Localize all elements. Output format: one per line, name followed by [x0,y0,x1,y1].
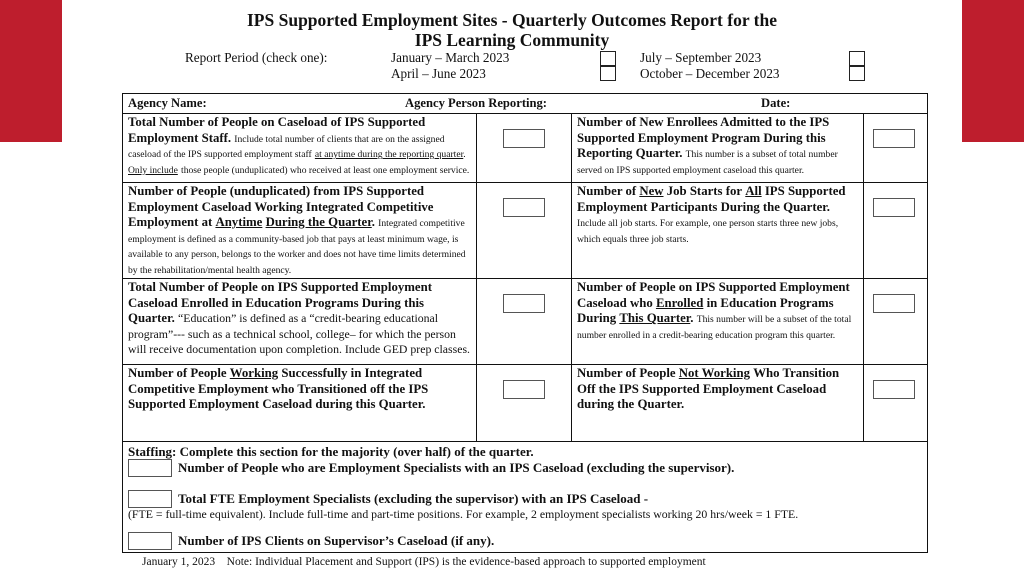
row-divider [123,278,927,279]
period-q2-label: April – June 2023 [391,66,486,81]
col-divider [571,113,572,441]
question-transition-working: Number of People Working Successfully in Integrated Competitive Employment who Transitioned off the IPS Supported Employment Caseload during this Quarter. [128,366,429,412]
period-q1-label: January – March 2023 [391,50,510,65]
period-q4-checkbox[interactable] [849,66,865,81]
answer-education-this-quarter[interactable] [873,294,915,313]
period-q1-checkbox[interactable] [600,51,616,66]
question-education-enrolled: Total Number of People on IPS Supported Employment Caseload Enrolled in Education Programs During this Quarter. “Education” is defined as a “credit-bearing educational program”--- such as a technical school, college– for which the person will receive documentation upon completion. Include GED prep classes. [128,280,471,357]
question-education-this-quarter: Number of People on IPS Supported Employment Caseload who Enrolled in Education Programs During This Quarter. This number will be a subset of the total number enrolled in a credit-bearing education program this quarter. [577,280,852,341]
date-label: Date: [761,96,791,110]
staffing-heading: Staffing: Complete this section for the majority (over half) of the quarter. [128,444,534,459]
period-q3-label: July – September 2023 [640,50,762,65]
answer-new-job-starts[interactable] [873,198,915,217]
answer-total-caseload[interactable] [503,129,545,148]
staffing-fte-input[interactable] [128,490,172,508]
outcomes-form-table [122,93,928,553]
staffing-supervisor-input[interactable] [128,532,172,550]
report-document [68,0,956,576]
question-people-working: Number of People (unduplicated) from IPS Supported Employment Caseload Working Integrated Competitive Employment at Anytime During the Quarter. Integrated competitive employment is defined as a community-based job that pays at least minimum wage, is available to any person, belongs to the worker and does not have time limits determined by the rehabilitation/mental health agency. [128,184,466,276]
row-divider [123,364,927,365]
document-footer [142,556,706,568]
question-new-enrollees: Number of New Enrollees Admitted to the IPS Supported Employment Program During this Reporting Quarter. This number is a subset of total number served on IPS supported employment caseload this quarter. [577,115,838,176]
report-period-label: Report Period (check one): [185,50,328,65]
answer-transition-not-working[interactable] [873,380,915,399]
title-line-1: IPS Supported Employment Sites - Quarterly Outcomes Report for the [247,10,777,30]
document-title [68,10,956,50]
agency-person-label: Agency Person Reporting: [405,96,548,110]
period-q2-checkbox[interactable] [600,66,616,81]
answer-education-enrolled[interactable] [503,294,545,313]
footer-date: January 1, 2023 [142,556,216,568]
staffing-supervisor-label: Number of IPS Clients on Supervisor’s Caseload (if any). [178,533,495,548]
answer-transition-working[interactable] [503,380,545,399]
row-divider [123,182,927,183]
answer-new-enrollees[interactable] [873,129,915,148]
footer-note: Note: Individual Placement and Support (IPS) is the evidence-based approach to supported employment [226,556,706,568]
period-q3-checkbox[interactable] [849,51,865,66]
staffing-fte-note: (FTE = full-time equivalent). Include full-time and part-time positions. For example, 2 employment specialists working 20 hrs/week = 1 FTE. [128,507,799,521]
question-new-job-starts: Number of New Job Starts for All IPS Supported Employment Participants During the Quarter. Include all job starts. For example, one person starts three new jobs, which equals three job starts. [577,184,846,245]
title-line-2: IPS Learning Community [414,30,610,50]
question-transition-not-working: Number of People Not Working Who Transition Off the IPS Supported Employment Caseload during the Quarter. [577,366,840,412]
staffing-fte-label: Total FTE Employment Specialists (excluding the supervisor) with an IPS Caseload - [178,491,649,506]
col-divider [476,113,477,441]
period-q4-label: October – December 2023 [640,66,780,81]
staffing-es-count-input[interactable] [128,459,172,477]
agency-name-label: Agency Name: [128,96,207,110]
left-red-bar [0,0,62,142]
row-divider [123,441,927,442]
answer-people-working[interactable] [503,198,545,217]
row-divider [123,113,927,114]
staffing-es-count-label: Number of People who are Employment Specialists with an IPS Caseload (excluding the supervisor). [178,460,735,475]
question-total-caseload: Total Number of People on Caseload of IPS Supported Employment Staff. Include total number of clients that are on the assigned caseload of the IPS supported employment staff at anytime during the reporting quarter. Only include those people (unduplicated) who received at least one employment service. [128,115,470,176]
right-red-bar [962,0,1024,142]
col-divider [863,113,864,441]
